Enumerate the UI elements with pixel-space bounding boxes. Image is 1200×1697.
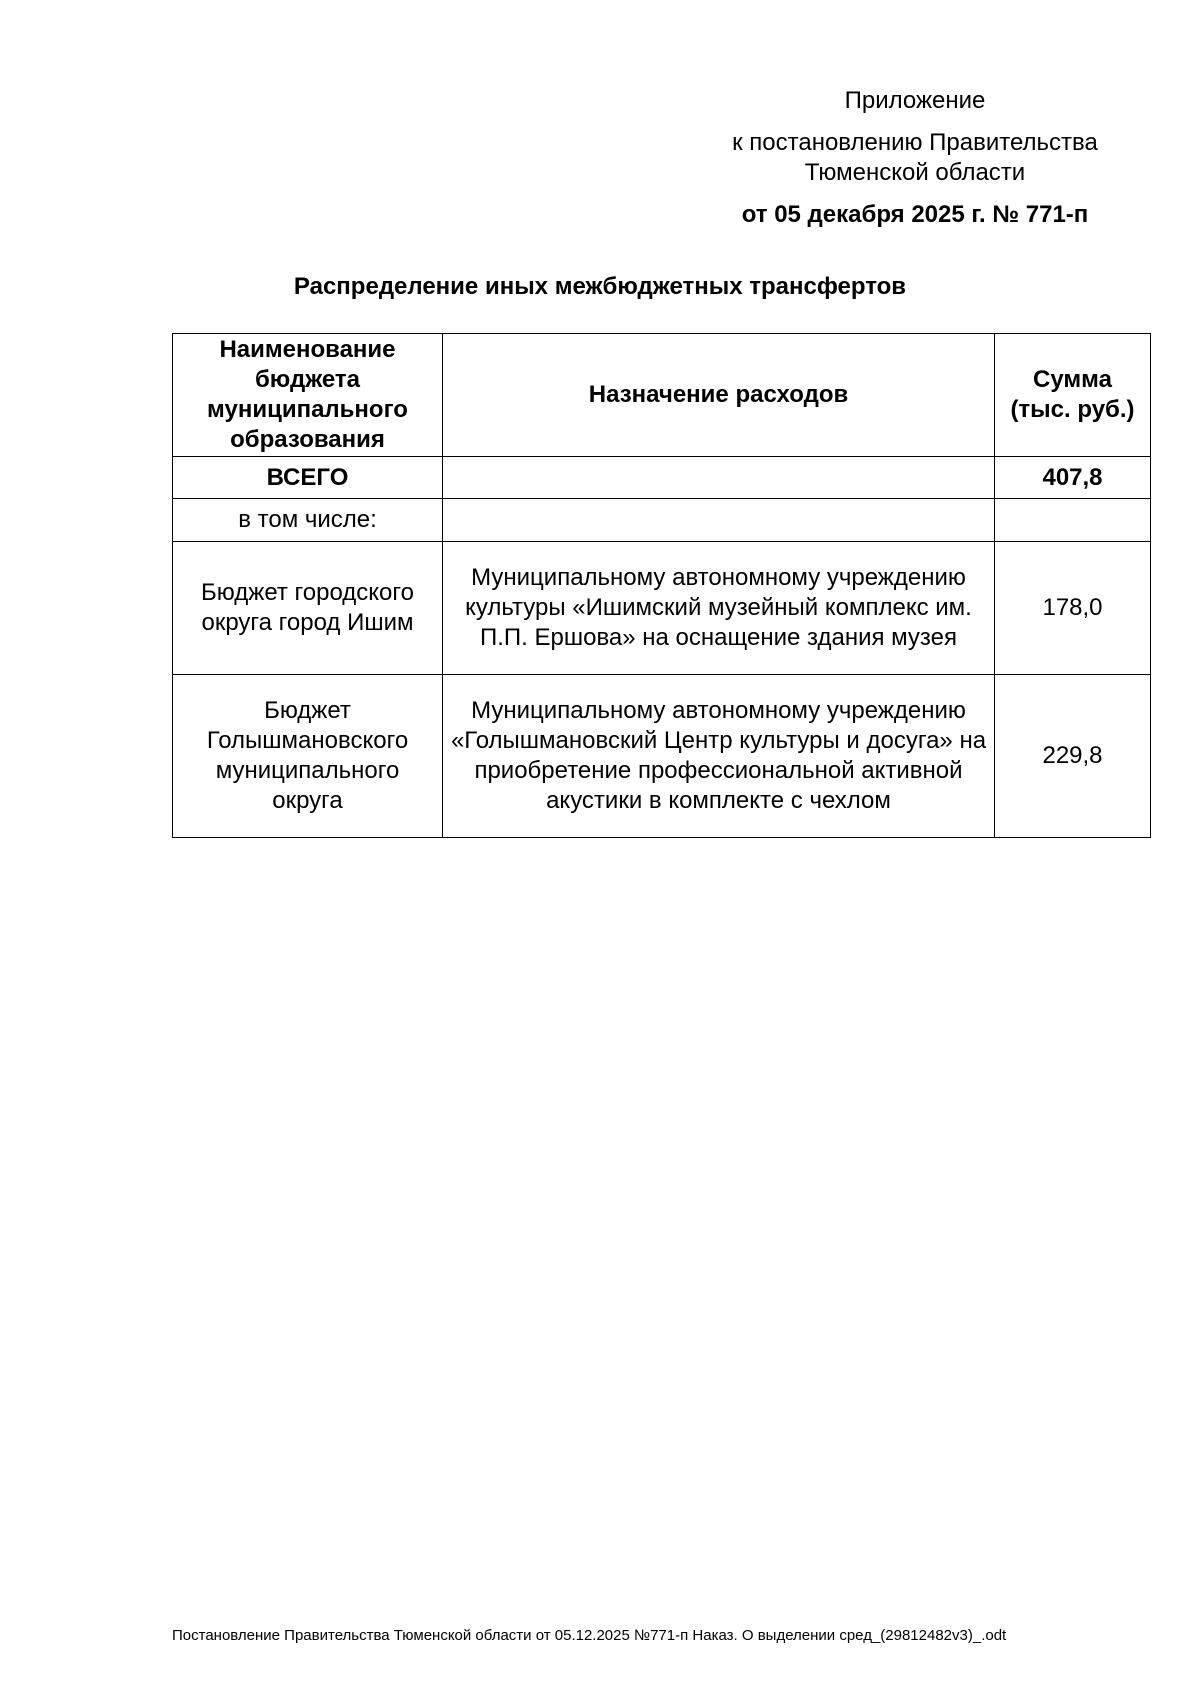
total-purpose [443,457,995,499]
table-row [173,675,1151,838]
appendix-date-number: от 05 декабря 2025 г. № 771-п [741,201,1089,228]
table-total-row [173,457,1151,499]
transfers-table [172,333,1151,838]
document-title: Распределение иных межбюджетных трансфертов [293,273,907,300]
including-purpose-empty [443,499,995,542]
header-amount: Сумма (тыс. руб.) [995,334,1151,457]
row-purpose: Муниципальному автономному учреждению «Голышмановский Центр культуры и досуга» на приобретение профессиональной активной акустики в комплекте с чехлом [443,675,995,838]
row-budget-name: Бюджет городского округа город Ишим [173,542,443,675]
table-row [173,542,1151,675]
header-budget-name: Наименование бюджета муниципального образования [173,334,443,457]
total-label: ВСЕГО [173,457,443,499]
row-purpose: Муниципальному автономному учреждению культуры «Ишимский музейный комплекс им. П.П. Ершова» на оснащение здания музея [443,542,995,675]
appendix-reference: к постановлению Правительства Тюменской области [732,129,1098,186]
row-budget-name: Бюджет Голышмановского муниципального округа [173,675,443,838]
page-footer: Постановление Правительства Тюменской области от 05.12.2025 №771-п Наказ. О выделении сред_(29812482v3)_.odt [172,1627,1007,1644]
total-amount: 407,8 [995,457,1151,499]
table-including-row [173,499,1151,542]
row-amount: 178,0 [995,542,1151,675]
row-amount: 229,8 [995,675,1151,838]
including-label: в том числе: [173,499,443,542]
appendix-title: Приложение [844,87,986,114]
including-amount-empty [995,499,1151,542]
header-purpose: Назначение расходов [443,334,995,457]
table-header-row [173,334,1151,457]
